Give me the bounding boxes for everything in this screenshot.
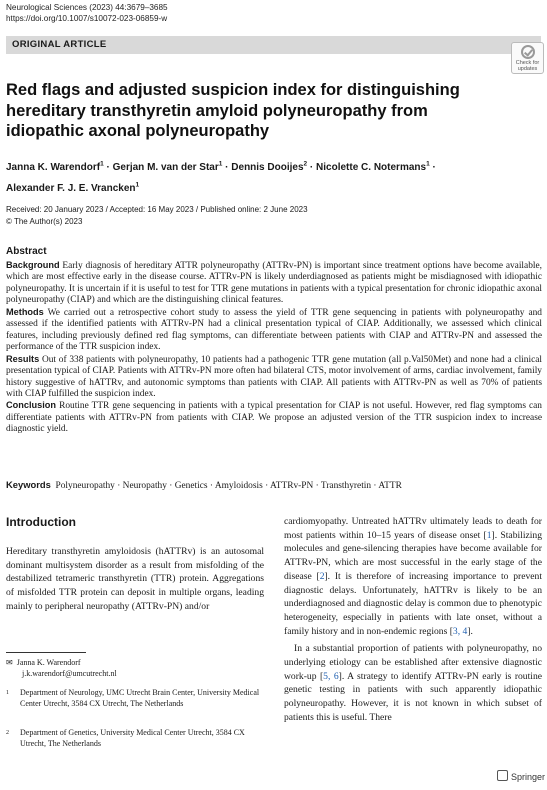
check-for-updates-icon — [521, 45, 535, 59]
keywords-list: Polyneuropathy · Neuropathy · Genetics · Amyloidosis · ATTRv-PN · Transthyretin · ATTR — [55, 481, 402, 491]
keywords — [6, 479, 402, 491]
corresponding-name: Janna K. Warendorf — [16, 658, 81, 667]
introduction-heading: Introduction — [6, 515, 76, 529]
intro-paragraph-2: In a substantial proportion of patients with polyneuropathy, no underlying etiology can be established after extensive diagnostic work-up [5, 6]. A strategy to identify ATTRv-PN early is routine genetic testing in patients with such apparently idiopathic polyneuropathy. However, it is not known in which subset of patients this is useful. There — [284, 643, 542, 723]
received-accepted-line: Received: 20 January 2023 / Accepted: 16 May 2023 / Published online: 2 June 2023 — [6, 205, 308, 214]
intro-paragraph-1: Hereditary transthyretin amyloidosis (hATTRv) is an autosomal dominant multisystem disorder as a result from misfolding of the destabilized tetrameric transthyretin (TTR) protein. Aggregations of misfolded TTR protein can deposit in multiple organs, leading mainly to peripheral neuropathy (ATTRv-PN) and/or — [6, 546, 264, 612]
author-item[interactable]: Nicolette C. Notermans$^1$ · — [316, 161, 436, 174]
abstract-methods: Methods We carried out a retrospective cohort study to assess the yield of TTR gene sequencing in patients with polyneuropathy and assessed if the identified patients with ATTRv-PN had a clinical presentation typical of CIAP. Additionally, we assessed which clinical features, including previously defined red flag symptoms, can differentiate between patients with CIAP and ATTRv-PN and assessed the performance of the TTR suspicion index. — [6, 306, 542, 353]
affiliation-2: $^2$ Department of Genetics, University Medical Center Utrecht, 3584 CX Utrecht, The Netherlands — [6, 728, 245, 748]
intro-paragraph-1-cont: cardiomyopathy. Untreated hATTRv ultimately leads to death for most patients within 10–15 years of disease onset [1]. Stabilizing molecules and gene-silencing therapies have become available for ATTRv-PN, which are most successful in the early stage of the disease [2]. It is therefore of increasing importance to prevent diagnostic delays. Unfortunately, hATTRv is likely to be an underdiagnosed and diagnostic delay is common due to phenotypic heterogeneity, especially in patients with late onset, without a family history and in non-endemic regions [3, 4]. — [284, 516, 543, 637]
abstract-results: Results Out of 338 patients with polyneuropathy, 10 patients had a pathogenic TTR gene mutation (all p.Val50Met) and none had a clinical presentation typical of CIAP. Patients with ATTRv-PN more often had bilateral CTS, motor involvement of arms, cardiac involvement, family history suggestive of hATTRv, and autonomic symptoms than patients with CIAP. All patients with ATTRv-PN as well as 70% of patients with CIAP fulfilled the suspicion index. — [6, 353, 542, 399]
citation-link[interactable]: 5, 6 — [323, 670, 339, 682]
abstract-body — [6, 260, 542, 436]
left-column — [6, 515, 264, 614]
affiliation-1: $^1$ Department of Neurology, UMC Utrecht Brain Center, University Medical Center Utrecht, 3584 CX Utrecht, The Netherlands — [6, 688, 260, 708]
author-item[interactable]: Dennis Dooijes$^2$ · — [231, 161, 317, 174]
author-item[interactable]: Gerjan M. van der Star$^1$ · — [112, 161, 232, 174]
article-type-label: ORIGINAL ARTICLE — [12, 39, 107, 50]
check-updates-line2: updates — [517, 66, 538, 72]
springer-horse-icon — [497, 770, 508, 781]
footnote-divider — [6, 652, 86, 653]
publication-dates — [6, 204, 308, 227]
abstract-conclusion: Conclusion Routine TTR gene sequencing in patients with a typical presentation for CIAP is not useful. However, red flag symptoms can differentiate patients with ATTRv-PN from patients with CIAP. We propose an adjusted version of the TTR suspicion index to increase diagnostic yield. — [6, 400, 542, 435]
corresponding-author — [6, 658, 117, 679]
author-list — [6, 156, 506, 197]
citation-link[interactable]: 3, 4 — [452, 625, 468, 637]
abstract-background: Background Early diagnosis of hereditary ATTR polyneuropathy (ATTRv-PN) is important since treatment options have become available, which are most effective early in the disease course. ATTRv-PN is likely underdiagnosed as patients might be misdiagnosed with idiopathic polyneuropathy. It is uncertain if it is useful to test for TTR gene mutations in patients with a typical presentation for chronic idiopathic axonal polyneuropathy (CIAP) and which are the distinguishing clinical features. — [6, 260, 542, 306]
citation-link[interactable]: 2 — [319, 570, 325, 582]
article-title: Red flags and adjusted suspicion index for distinguishing hereditary transthyretin amyloid polyneuropathy from idiopathic axonal polyneuropathy — [6, 81, 460, 140]
corresponding-email[interactable]: j.k.warendorf@umcutrecht.nl — [22, 668, 117, 678]
copyright-line: © The Author(s) 2023 — [6, 216, 83, 226]
publisher-logo — [497, 770, 545, 782]
article-type-banner — [6, 36, 541, 54]
publisher-name: Springer — [511, 772, 546, 782]
citation-link[interactable]: 1 — [486, 529, 492, 541]
abstract-heading: Abstract — [6, 246, 47, 257]
author-item[interactable]: Alexander F. J. E. Vrancken$^1$ — [6, 181, 140, 194]
doi-link[interactable]: https://doi.org/10.1007/s10072-023-06859-w — [6, 14, 168, 23]
journal-header — [6, 2, 168, 24]
right-column — [284, 515, 542, 725]
envelope-icon: ✉ — [6, 658, 13, 667]
check-for-updates-badge[interactable] — [511, 42, 544, 74]
check-updates-line1: Check for — [515, 60, 540, 66]
keywords-label: Keywords — [6, 479, 51, 490]
author-item[interactable]: Janna K. Warendorf$^1$ · — [6, 161, 113, 174]
journal-citation: Neurological Sciences (2023) 44:3679–3685 — [6, 3, 168, 12]
